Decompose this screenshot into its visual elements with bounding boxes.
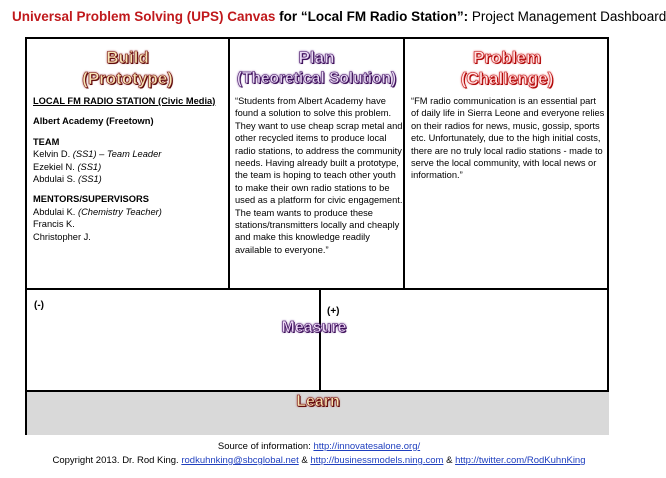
team-member: Abdulai S. (SS1) bbox=[33, 174, 102, 185]
team-member: Kelvin D. (SS1) – Team Leader bbox=[33, 149, 162, 160]
page-title bbox=[12, 9, 666, 24]
build-school: Albert Academy (Freetown) bbox=[33, 116, 154, 127]
build-subheading: (Prototype) bbox=[82, 69, 173, 88]
plan-subheading: (Theoretical Solution) bbox=[236, 70, 397, 87]
mentors-label: MENTORS/SUPERVISORS bbox=[33, 194, 149, 205]
source-link[interactable]: http://innovatesalone.org/ bbox=[313, 441, 421, 452]
twitter-link[interactable]: http://twitter.com/RodKuhnKing bbox=[455, 455, 586, 466]
problem-subheading: (Challenge) bbox=[460, 69, 554, 88]
problem-text: “FM radio communication is an essential part of daily life in Sierra Leone and everyone relies on their radios for news, music, gossip, sports etc. Unfortunately, due to the high initial costs, there are no truly local radio stations - made to serve the local community, with local news or information.” bbox=[411, 96, 605, 181]
measure-positive-label: (+) bbox=[327, 306, 340, 317]
business-models-link[interactable]: http://businessmodels.ning.com bbox=[310, 455, 444, 466]
team-label: TEAM bbox=[33, 136, 60, 147]
learn-heading: Learn bbox=[296, 393, 340, 410]
measure-negative-panel bbox=[27, 288, 321, 390]
problem-column bbox=[405, 39, 609, 288]
problem-heading: Problem bbox=[472, 48, 542, 67]
mentor: Abdulai K. (Chemistry Teacher) bbox=[33, 206, 162, 217]
build-heading: Build bbox=[106, 48, 149, 67]
measure-negative-label: (-) bbox=[34, 300, 44, 311]
learn-panel bbox=[27, 390, 609, 435]
measure-positive-panel bbox=[321, 288, 609, 390]
footer-copyright: Copyright 2013. Dr. Rod King. rodkuhnking@sbcglobal.net & http://businessmodels.ning.com & http://twitter.com/RodKuhnKing bbox=[52, 455, 586, 466]
plan-column bbox=[230, 39, 405, 288]
build-org: LOCAL FM RADIO STATION (Civic Media) bbox=[33, 96, 216, 106]
title-suffix: Project Management Dashboard bbox=[468, 9, 666, 24]
measure-heading: Measure bbox=[281, 319, 347, 336]
title-canvas-name: Universal Problem Solving (UPS) Canvas bbox=[12, 9, 276, 24]
build-text bbox=[33, 95, 228, 243]
footer-source bbox=[0, 441, 638, 452]
build-column bbox=[27, 39, 230, 288]
email-link[interactable]: rodkuhnking@sbcglobal.net bbox=[181, 455, 299, 466]
plan-text: “Students from Albert Academy have found a solution to solve this problem. They want to use cheap scrap metal and other recycled items to produce local radio stations, to address the community needs. Having already built a prototype, the team is hoping to teach other youth to make their own radio stations to be used as a platform for civic engagement. The team wants to produce these stations/transmitters locally and cheaply and make this knowledge readily available to everyone.” bbox=[235, 96, 403, 255]
copyright-text: Copyright 2013. Dr. Rod King. bbox=[52, 455, 182, 466]
team-member: Ezekiel N. (SS1) bbox=[33, 161, 102, 172]
plan-heading: Plan bbox=[298, 48, 335, 67]
ups-canvas bbox=[25, 37, 609, 435]
title-subject: for “Local FM Radio Station”: bbox=[275, 9, 469, 24]
mentor: Francis K. bbox=[33, 219, 75, 230]
source-label: Source of information: bbox=[217, 441, 314, 452]
mentor: Christopher J. bbox=[33, 231, 91, 242]
